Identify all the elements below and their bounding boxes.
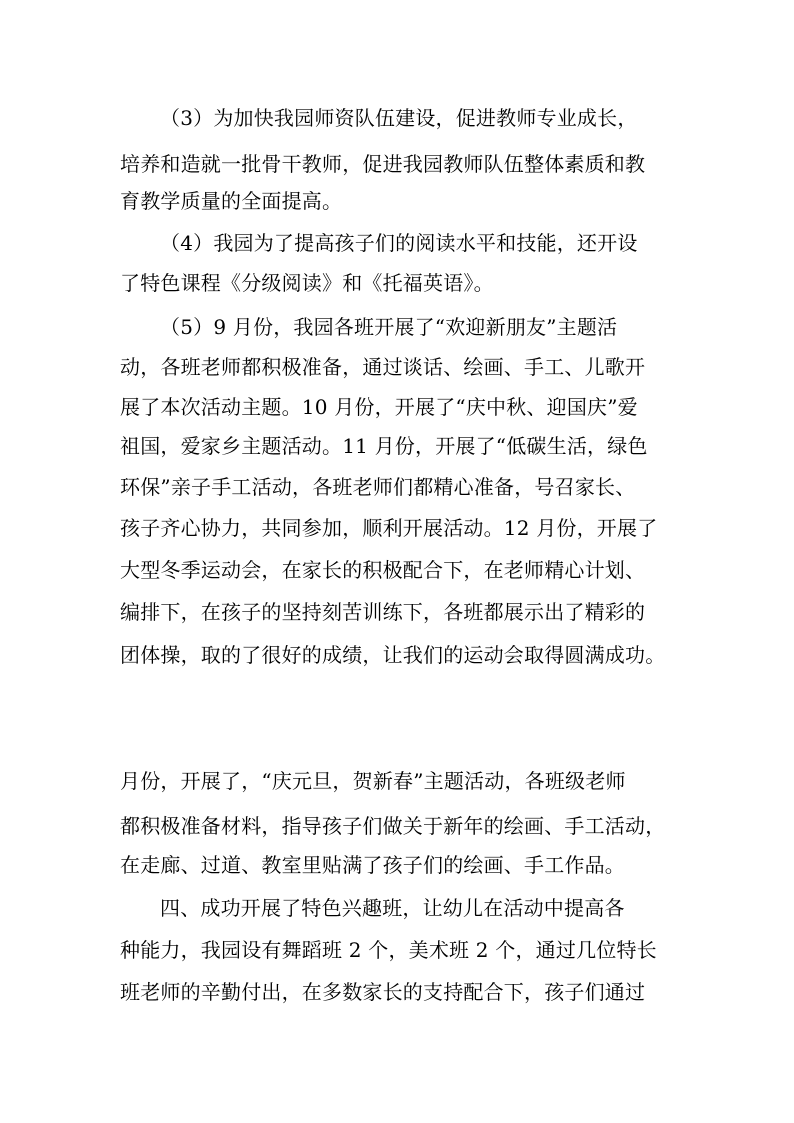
paragraph-4-line-2: 了特色课程《分级阅读》和《托福英语》。 [120,271,494,295]
paragraph-6-line-1: 月份，开展了，“庆元旦，贺新春”主题活动，各班级老师 [120,769,626,793]
paragraph-5-line-5: 环保”亲子手工活动，各班老师们都精心准备，号召家长、 [120,475,636,499]
paragraph-5-line-9: 团体操，取的了很好的成绩，让我们的运动会取得圆满成功。 [120,643,666,667]
paragraph-5-line-7: 大型冬季运动会，在家长的积极配合下，在老师精心计划、 [120,558,646,582]
paragraph-5-line-6: 孩子齐心协力，共同参加，顺利开展活动。12 月份，开展了 [120,516,658,540]
paragraph-3-line-1: （3）为加快我园师资队伍建设，促进教师专业成长， [160,106,638,130]
paragraph-3-line-3: 育教学质量的全面提高。 [120,189,343,213]
paragraph-7-line-3: 班老师的辛勤付出，在多数家长的支持配合下，孩子们通过 [120,980,646,1004]
paragraph-7-line-2: 种能力，我园设有舞蹈班 2 个，美术班 2 个，通过几位特长 [120,938,657,962]
paragraph-6-line-3: 在走廊、过道、教室里贴满了孩子们的绘画、手工作品。 [120,853,625,877]
paragraph-5-line-2: 动，各班老师都积极准备，通过谈话、绘画、手工、儿歌开 [120,355,646,379]
paragraph-7-line-1: 四、成功开展了特色兴趣班，让幼儿在活动中提高各 [160,896,625,920]
paragraph-5-line-4: 祖国，爱家乡主题活动。11 月份，开展了“低碳生活，绿色 [120,434,648,458]
paragraph-5-line-3: 展了本次活动主题。10 月份，开展了“庆中秋、迎国庆”爱 [120,395,638,419]
paragraph-6-line-2: 都积极准备材料，指导孩子们做关于新年的绘画、手工活动， [120,814,666,838]
paragraph-3-line-2: 培养和造就一批骨干教师，促进我园教师队伍整体素质和教 [120,152,646,176]
paragraph-4-line-1: （4）我园为了提高孩子们的阅读水平和技能，还开设 [160,231,638,255]
paragraph-5-line-1: （5）9 月份，我园各班开展了“欢迎新朋友”主题活 [160,315,618,339]
paragraph-5-line-8: 编排下，在孩子的坚持刻苦训练下，各班都展示出了精彩的 [120,600,646,624]
